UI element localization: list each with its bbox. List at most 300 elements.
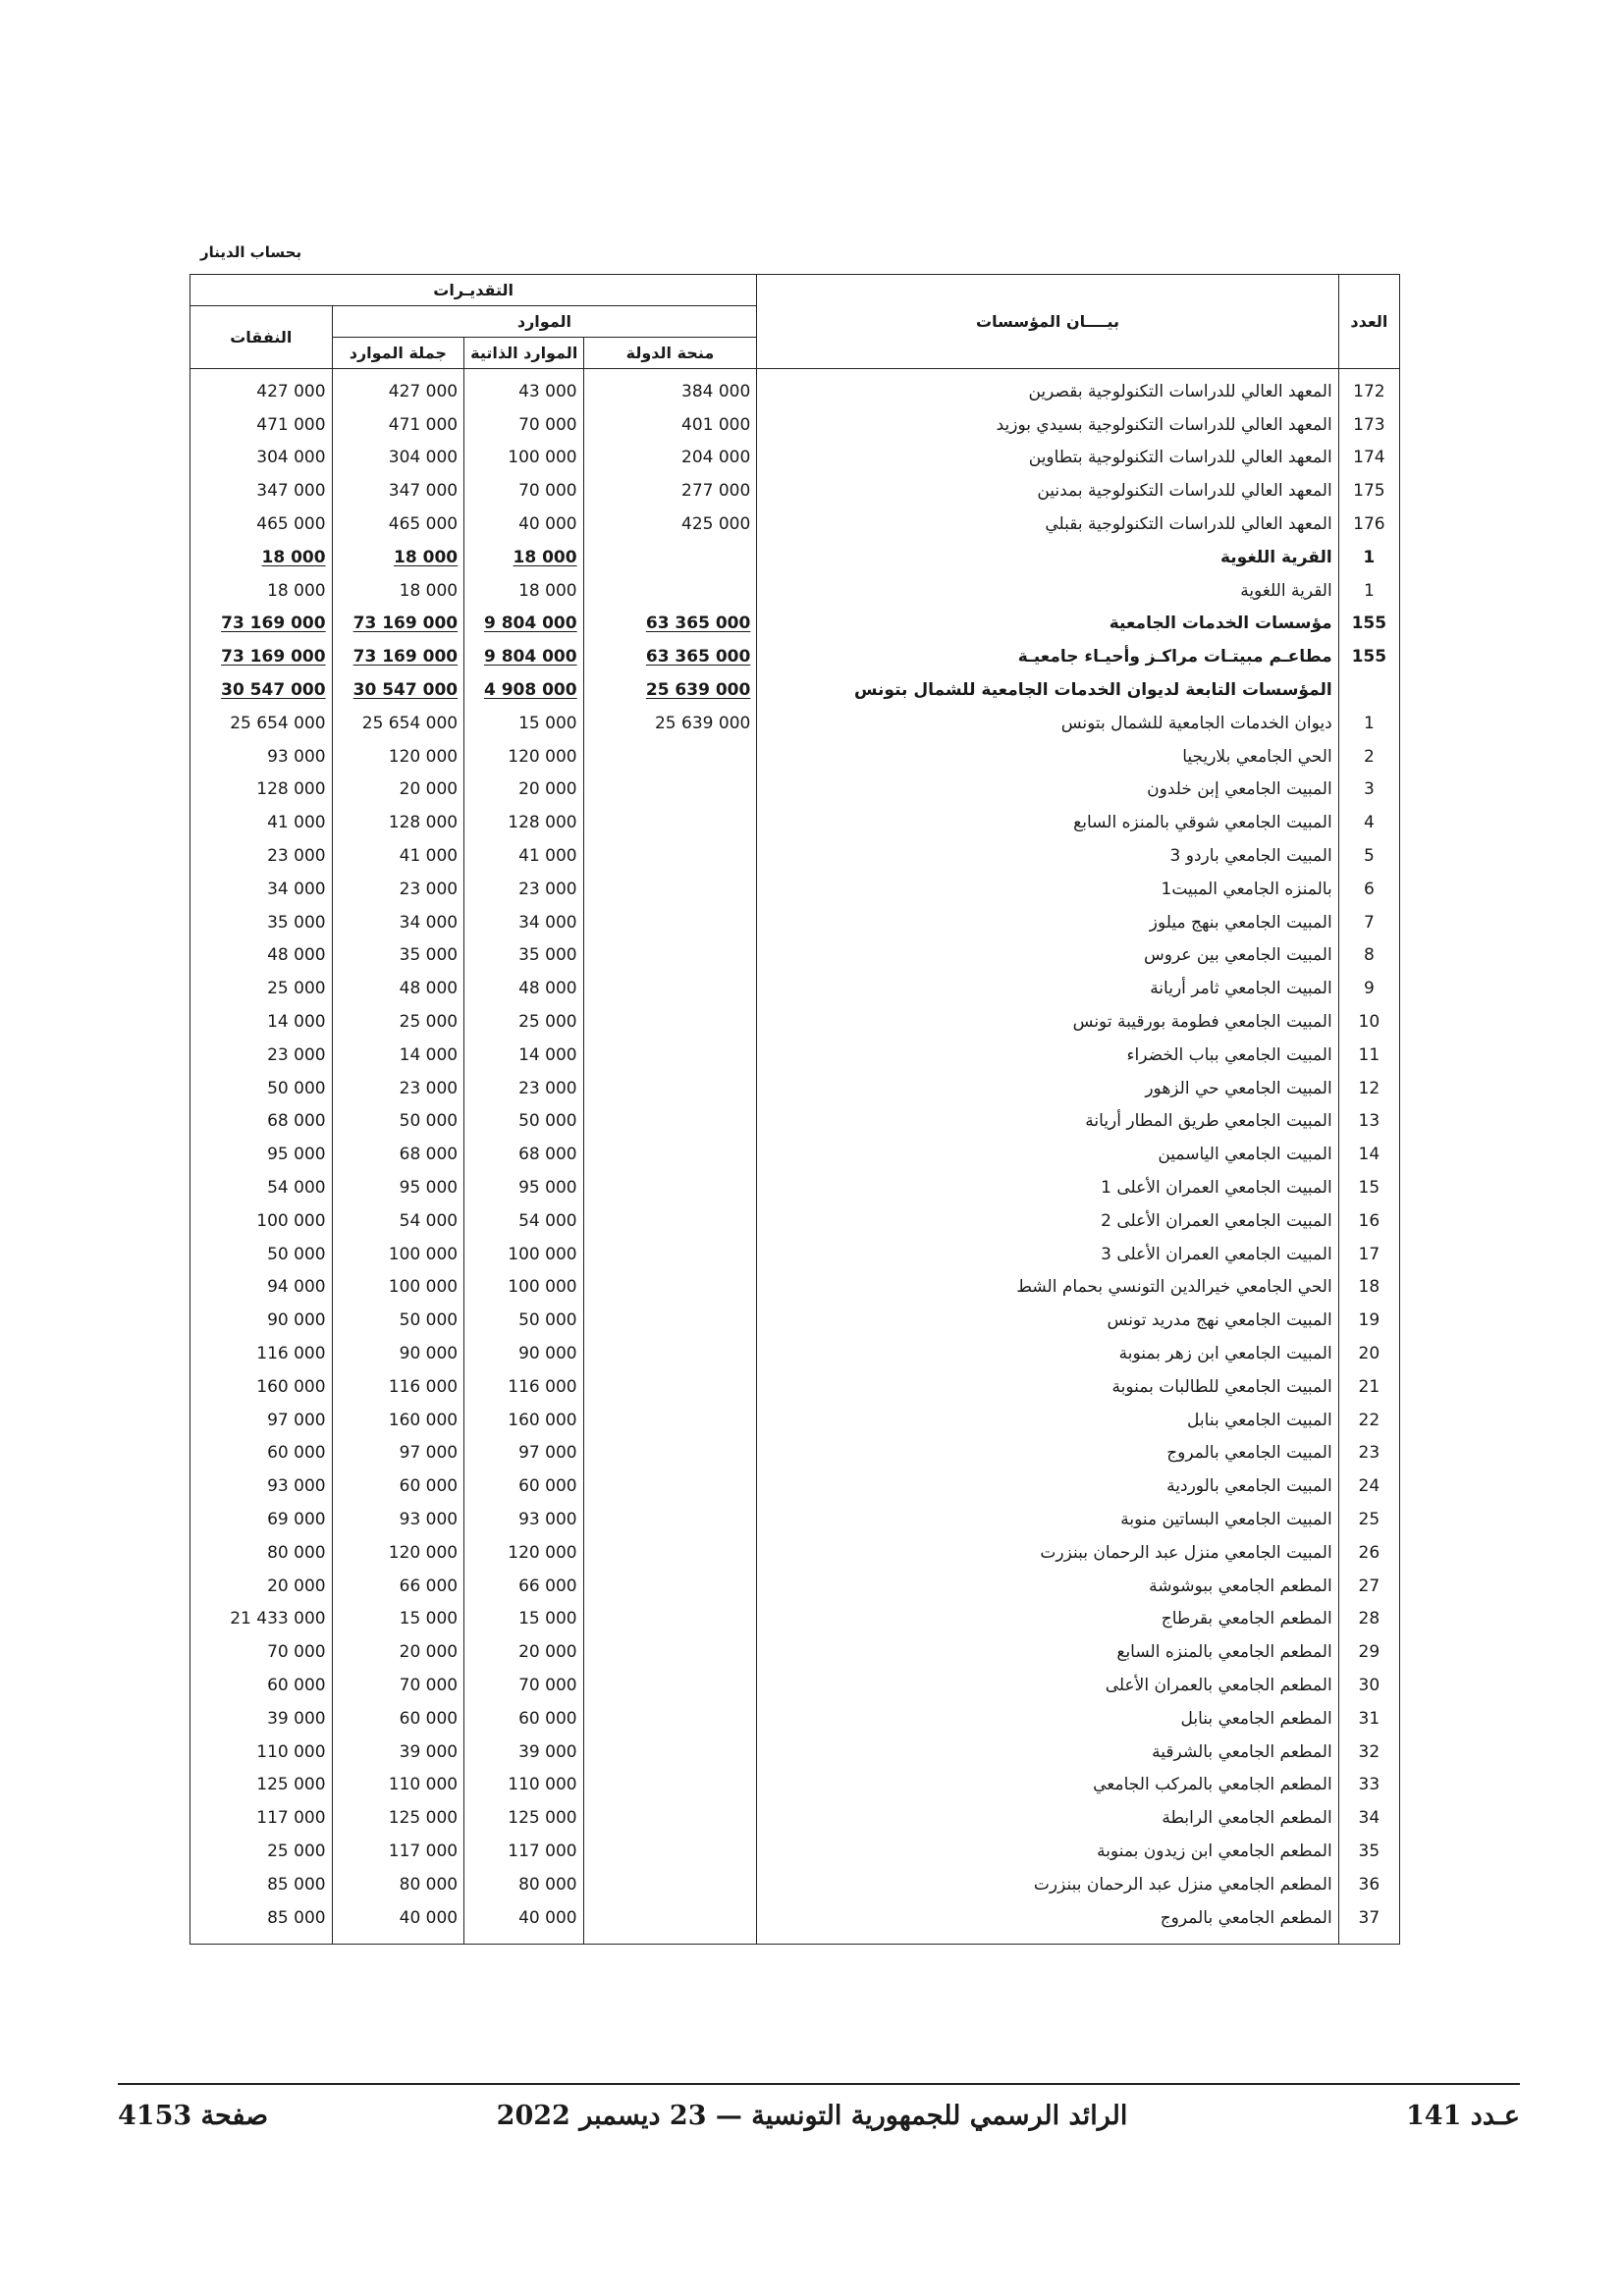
total-resources-cell: 125 000 [332,1801,464,1835]
number-cell: 16 [1338,1204,1399,1238]
table-row [190,608,1400,641]
table-row [190,1171,1400,1204]
own-resources-cell: 41 000 [464,839,583,873]
total-resources-cell: 60 000 [332,1702,464,1735]
expenses-cell: 93 000 [190,740,333,774]
number-cell: 18 [1338,1271,1399,1305]
own-resources-cell: 9 804 000 [464,608,583,641]
expenses-cell: 23 000 [190,839,333,873]
table-row [190,1602,1400,1635]
expenses-cell: 304 000 [190,442,333,475]
institution-name-cell: المبيت الجامعي بنابل [757,1404,1338,1437]
state-grant-cell [583,1602,757,1635]
state-grant-cell [583,1669,757,1702]
own-resources-cell: 48 000 [464,972,583,1005]
institution-name-cell: المبيت الجامعي فطومة بورقيبة تونس [757,1005,1338,1039]
own-resources-cell: 60 000 [464,1702,583,1735]
header-total-resources: جملة الموارد [332,338,464,369]
state-grant-cell [583,1469,757,1503]
expenses-cell: 48 000 [190,939,333,973]
expenses-cell: 34 000 [190,873,333,906]
own-resources-cell: 95 000 [464,1171,583,1204]
expenses-cell: 14 000 [190,1005,333,1039]
state-grant-cell [583,1901,757,1945]
table-row [190,1039,1400,1072]
total-resources-cell: 25 000 [332,1005,464,1039]
institution-name-cell: المطعم الجامعي بالشرقية [757,1735,1338,1769]
table-row [190,1768,1400,1801]
total-resources-cell: 100 000 [332,1238,464,1271]
number-cell: 172 [1338,369,1399,408]
state-grant-cell [583,1005,757,1039]
institution-name-cell: المطعم الجامعي بالمنزه السابع [757,1635,1338,1669]
state-grant-cell [583,1370,757,1404]
number-cell: 173 [1338,408,1399,442]
number-cell: 14 [1338,1138,1399,1171]
number-cell: 19 [1338,1304,1399,1337]
footer-publication: الرائد الرسمي للجمهورية التونسية — 23 ديسمبر 2022 [496,2101,1128,2131]
state-grant-cell [583,774,757,807]
number-cell: 12 [1338,1072,1399,1105]
state-grant-cell [583,1271,757,1305]
number-cell [1338,673,1399,707]
state-grant-cell [583,1536,757,1570]
expenses-cell: 18 000 [190,574,333,608]
expenses-cell: 110 000 [190,1735,333,1769]
number-cell: 20 [1338,1337,1399,1370]
number-cell: 174 [1338,442,1399,475]
state-grant-cell: 277 000 [583,474,757,507]
institution-name-cell: المبيت الجامعي ثامر أريانة [757,972,1338,1005]
total-resources-cell: 23 000 [332,873,464,906]
footer-rule [118,2083,1520,2085]
state-grant-cell: 25 639 000 [583,673,757,707]
institution-name-cell: المطعم الجامعي ببوشوشة [757,1570,1338,1603]
currency-unit-label: بحساب الدينار [200,243,302,261]
budget-table [189,274,1400,1945]
expenses-cell: 95 000 [190,1138,333,1171]
institution-name-cell: المبيت الجامعي الياسمين [757,1138,1338,1171]
expenses-cell: 125 000 [190,1768,333,1801]
table-row [190,1271,1400,1305]
state-grant-cell [583,1570,757,1603]
number-cell: 27 [1338,1570,1399,1603]
total-resources-cell: 23 000 [332,1072,464,1105]
table-row [190,541,1400,574]
expenses-cell: 97 000 [190,1404,333,1437]
own-resources-cell: 9 804 000 [464,640,583,673]
total-resources-cell: 110 000 [332,1768,464,1801]
table-row [190,1204,1400,1238]
total-resources-cell: 128 000 [332,806,464,839]
expenses-cell: 25 000 [190,1835,333,1868]
own-resources-cell: 117 000 [464,1835,583,1868]
state-grant-cell [583,906,757,939]
table-row [190,1138,1400,1171]
institution-name-cell: المطعم الجامعي بالعمران الأعلى [757,1669,1338,1702]
own-resources-cell: 25 000 [464,1005,583,1039]
expenses-cell: 25 654 000 [190,707,333,740]
table-row [190,707,1400,740]
state-grant-cell [583,939,757,973]
own-resources-cell: 80 000 [464,1868,583,1901]
institution-name-cell: المبيت الجامعي البساتين منوبة [757,1503,1338,1536]
expenses-cell: 68 000 [190,1105,333,1139]
table-row [190,408,1400,442]
total-resources-cell: 160 000 [332,1404,464,1437]
total-resources-cell: 68 000 [332,1138,464,1171]
number-cell: 33 [1338,1768,1399,1801]
institution-name-cell: المبيت الجامعي طريق المطار أريانة [757,1105,1338,1139]
number-cell: 5 [1338,839,1399,873]
number-cell: 37 [1338,1901,1399,1945]
expenses-cell: 73 169 000 [190,608,333,641]
table-row [190,1337,1400,1370]
state-grant-cell [583,1404,757,1437]
expenses-cell: 471 000 [190,408,333,442]
own-resources-cell: 93 000 [464,1503,583,1536]
expenses-cell: 100 000 [190,1204,333,1238]
institution-name-cell: المعهد العالي للدراسات التكنولوجية بمدنين [757,474,1338,507]
number-cell: 175 [1338,474,1399,507]
number-cell: 4 [1338,806,1399,839]
state-grant-cell [583,541,757,574]
state-grant-cell [583,574,757,608]
header-own-resources: الموارد الذاتية [464,338,583,369]
total-resources-cell: 20 000 [332,1635,464,1669]
own-resources-cell: 60 000 [464,1469,583,1503]
expenses-cell: 50 000 [190,1238,333,1271]
table-row [190,839,1400,873]
number-cell: 26 [1338,1536,1399,1570]
number-cell: 176 [1338,507,1399,541]
institution-name-cell: المبيت الجامعي نهج مدريد تونس [757,1304,1338,1337]
institution-name-cell: المبيت الجامعي بالمروج [757,1437,1338,1470]
table-row [190,1072,1400,1105]
state-grant-cell: 204 000 [583,442,757,475]
own-resources-cell: 18 000 [464,541,583,574]
state-grant-cell [583,1635,757,1669]
total-resources-cell: 54 000 [332,1204,464,1238]
table-row [190,1437,1400,1470]
expenses-cell: 160 000 [190,1370,333,1404]
total-resources-cell: 90 000 [332,1337,464,1370]
institution-name-cell: المطعم الجامعي ابن زيدون بمنوبة [757,1835,1338,1868]
total-resources-cell: 25 654 000 [332,707,464,740]
institution-name-cell: بالمنزه الجامعي المبيت1 [757,873,1338,906]
institution-name-cell: المبيت الجامعي العمران الأعلى 2 [757,1204,1338,1238]
number-cell: 3 [1338,774,1399,807]
own-resources-cell: 70 000 [464,408,583,442]
table-row [190,1238,1400,1271]
total-resources-cell: 347 000 [332,474,464,507]
institution-name-cell: المبيت الجامعي بالوردية [757,1469,1338,1503]
institution-name-cell: المطعم الجامعي بقرطاج [757,1602,1338,1635]
own-resources-cell: 120 000 [464,1536,583,1570]
institution-name-cell: المبيت الجامعي حي الزهور [757,1072,1338,1105]
table-row [190,906,1400,939]
number-cell: 1 [1338,574,1399,608]
expenses-cell: 60 000 [190,1669,333,1702]
total-resources-cell: 48 000 [332,972,464,1005]
table-row [190,673,1400,707]
expenses-cell: 41 000 [190,806,333,839]
institution-name-cell: المبيت الجامعي بين عروس [757,939,1338,973]
table-row [190,1536,1400,1570]
number-cell: 2 [1338,740,1399,774]
total-resources-cell: 465 000 [332,507,464,541]
header-resources: الموارد [332,306,757,338]
state-grant-cell: 384 000 [583,369,757,408]
number-cell: 30 [1338,1669,1399,1702]
expenses-cell: 85 000 [190,1901,333,1945]
total-resources-cell: 18 000 [332,574,464,608]
total-resources-cell: 427 000 [332,369,464,408]
header-number: العدد [1338,275,1399,369]
total-resources-cell: 30 547 000 [332,673,464,707]
table-row [190,1901,1400,1945]
total-resources-cell: 70 000 [332,1669,464,1702]
own-resources-cell: 39 000 [464,1735,583,1769]
own-resources-cell: 160 000 [464,1404,583,1437]
table-row [190,1304,1400,1337]
institution-name-cell: المطعم الجامعي الرابطة [757,1801,1338,1835]
number-cell: 7 [1338,906,1399,939]
own-resources-cell: 20 000 [464,1635,583,1669]
total-resources-cell: 73 169 000 [332,640,464,673]
table-row [190,474,1400,507]
number-cell: 34 [1338,1801,1399,1835]
expenses-cell: 18 000 [190,541,333,574]
table-row [190,1469,1400,1503]
number-cell: 17 [1338,1238,1399,1271]
total-resources-cell: 120 000 [332,740,464,774]
total-resources-cell: 40 000 [332,1901,464,1945]
expenses-cell: 94 000 [190,1271,333,1305]
number-cell: 24 [1338,1469,1399,1503]
institution-name-cell: المبيت الجامعي العمران الأعلى 1 [757,1171,1338,1204]
header-state-grant: منحة الدولة [583,338,757,369]
own-resources-cell: 35 000 [464,939,583,973]
table-row [190,1404,1400,1437]
state-grant-cell [583,1835,757,1868]
state-grant-cell [583,1304,757,1337]
institution-name-cell: المؤسسات التابعة لديوان الخدمات الجامعية للشمال بتونس [757,673,1338,707]
own-resources-cell: 18 000 [464,574,583,608]
expenses-cell: 93 000 [190,1469,333,1503]
institution-name-cell: المعهد العالي للدراسات التكنولوجية بتطاوين [757,442,1338,475]
state-grant-cell [583,1171,757,1204]
state-grant-cell [583,1801,757,1835]
total-resources-cell: 60 000 [332,1469,464,1503]
table-row [190,369,1400,408]
institution-name-cell: المطعم الجامعي منزل عبد الرحمان ببنزرت [757,1868,1338,1901]
institution-name-cell: المبيت الجامعي بباب الخضراء [757,1039,1338,1072]
expenses-cell: 70 000 [190,1635,333,1669]
table-row [190,640,1400,673]
institution-name-cell: القرية اللغوية [757,541,1338,574]
total-resources-cell: 304 000 [332,442,464,475]
state-grant-cell: 401 000 [583,408,757,442]
total-resources-cell: 120 000 [332,1536,464,1570]
number-cell: 25 [1338,1503,1399,1536]
number-cell: 155 [1338,640,1399,673]
expenses-cell: 465 000 [190,507,333,541]
table-row [190,1635,1400,1669]
number-cell: 1 [1338,541,1399,574]
state-grant-cell [583,1437,757,1470]
state-grant-cell [583,1072,757,1105]
state-grant-cell: 63 365 000 [583,608,757,641]
table-row [190,806,1400,839]
own-resources-cell: 20 000 [464,774,583,807]
state-grant-cell [583,1702,757,1735]
institution-name-cell: المعهد العالي للدراسات التكنولوجية بقبلي [757,507,1338,541]
institution-name-cell: المبيت الجامعي شوقي بالمنزه السابع [757,806,1338,839]
table-row [190,574,1400,608]
own-resources-cell: 120 000 [464,740,583,774]
state-grant-cell: 425 000 [583,507,757,541]
table-row [190,972,1400,1005]
own-resources-cell: 125 000 [464,1801,583,1835]
total-resources-cell: 471 000 [332,408,464,442]
institution-name-cell: المبيت الجامعي العمران الأعلى 3 [757,1238,1338,1271]
institution-name-cell: المطعم الجامعي بنابل [757,1702,1338,1735]
number-cell: 155 [1338,608,1399,641]
state-grant-cell [583,1768,757,1801]
own-resources-cell: 100 000 [464,1238,583,1271]
institution-name-cell: المطعم الجامعي بالمروج [757,1901,1338,1945]
own-resources-cell: 43 000 [464,369,583,408]
institution-name-cell: المعهد العالي للدراسات التكنولوجية بقصرين [757,369,1338,408]
total-resources-cell: 41 000 [332,839,464,873]
table-row [190,873,1400,906]
expenses-cell: 20 000 [190,1570,333,1603]
footer-issue-number: عـدد 141 [1406,2101,1520,2131]
number-cell: 36 [1338,1868,1399,1901]
institution-name-cell: المطعم الجامعي بالمركب الجامعي [757,1768,1338,1801]
own-resources-cell: 23 000 [464,1072,583,1105]
own-resources-cell: 70 000 [464,474,583,507]
own-resources-cell: 66 000 [464,1570,583,1603]
footer-page-number: صفحة 4153 [118,2101,269,2131]
total-resources-cell: 20 000 [332,774,464,807]
number-cell: 1 [1338,707,1399,740]
expenses-cell: 50 000 [190,1072,333,1105]
state-grant-cell [583,1039,757,1072]
expenses-cell: 427 000 [190,369,333,408]
number-cell: 9 [1338,972,1399,1005]
own-resources-cell: 4 908 000 [464,673,583,707]
expenses-cell: 35 000 [190,906,333,939]
expenses-cell: 23 000 [190,1039,333,1072]
state-grant-cell [583,1337,757,1370]
table-row [190,1702,1400,1735]
total-resources-cell: 18 000 [332,541,464,574]
expenses-cell: 117 000 [190,1801,333,1835]
table-body [190,369,1400,1945]
state-grant-cell [583,1868,757,1901]
total-resources-cell: 95 000 [332,1171,464,1204]
own-resources-cell: 100 000 [464,1271,583,1305]
state-grant-cell [583,1105,757,1139]
table-row [190,1005,1400,1039]
state-grant-cell [583,1138,757,1171]
expenses-cell: 116 000 [190,1337,333,1370]
total-resources-cell: 50 000 [332,1105,464,1139]
table-row [190,939,1400,973]
number-cell: 28 [1338,1602,1399,1635]
own-resources-cell: 128 000 [464,806,583,839]
own-resources-cell: 110 000 [464,1768,583,1801]
institution-name-cell: المبيت الجامعي باردو 3 [757,839,1338,873]
total-resources-cell: 50 000 [332,1304,464,1337]
state-grant-cell [583,839,757,873]
state-grant-cell [583,972,757,1005]
total-resources-cell: 14 000 [332,1039,464,1072]
state-grant-cell [583,1735,757,1769]
institution-name-cell: ديوان الخدمات الجامعية للشمال بتونس [757,707,1338,740]
institution-name-cell: المبيت الجامعي إبن خلدون [757,774,1338,807]
expenses-cell: 39 000 [190,1702,333,1735]
institution-name-cell: مؤسسات الخدمات الجامعية [757,608,1338,641]
own-resources-cell: 34 000 [464,906,583,939]
table-row [190,1105,1400,1139]
own-resources-cell: 50 000 [464,1304,583,1337]
total-resources-cell: 93 000 [332,1503,464,1536]
expenses-cell: 73 169 000 [190,640,333,673]
institution-name-cell: الحي الجامعي بلاريجيا [757,740,1338,774]
total-resources-cell: 116 000 [332,1370,464,1404]
institution-name-cell: الحي الجامعي خيرالدين التونسي بحمام الشط [757,1271,1338,1305]
number-cell: 23 [1338,1437,1399,1470]
table-row [190,1370,1400,1404]
own-resources-cell: 40 000 [464,507,583,541]
institution-name-cell: المبيت الجامعي بنهج ميلوز [757,906,1338,939]
expenses-cell: 60 000 [190,1437,333,1470]
own-resources-cell: 14 000 [464,1039,583,1072]
total-resources-cell: 35 000 [332,939,464,973]
table-row [190,740,1400,774]
number-cell: 6 [1338,873,1399,906]
state-grant-cell: 25 639 000 [583,707,757,740]
total-resources-cell: 39 000 [332,1735,464,1769]
own-resources-cell: 70 000 [464,1669,583,1702]
header-institutions: بيــــان المؤسسات [757,275,1338,369]
expenses-cell: 347 000 [190,474,333,507]
own-resources-cell: 116 000 [464,1370,583,1404]
header-expenses: النفقات [190,306,333,369]
state-grant-cell [583,1204,757,1238]
table-row [190,1801,1400,1835]
own-resources-cell: 68 000 [464,1138,583,1171]
state-grant-cell [583,873,757,906]
own-resources-cell: 23 000 [464,873,583,906]
total-resources-cell: 34 000 [332,906,464,939]
expenses-cell: 69 000 [190,1503,333,1536]
number-cell: 21 [1338,1370,1399,1404]
expenses-cell: 25 000 [190,972,333,1005]
table-row [190,774,1400,807]
expenses-cell: 54 000 [190,1171,333,1204]
expenses-cell: 21 433 000 [190,1602,333,1635]
expenses-cell: 90 000 [190,1304,333,1337]
institution-name-cell: القرية اللغوية [757,574,1338,608]
institution-name-cell: مطاعـم مبيتـات مراكـز وأحيـاء جامعيـة [757,640,1338,673]
own-resources-cell: 54 000 [464,1204,583,1238]
number-cell: 11 [1338,1039,1399,1072]
institution-name-cell: المعهد العالي للدراسات التكنولوجية بسيدي بوزيد [757,408,1338,442]
